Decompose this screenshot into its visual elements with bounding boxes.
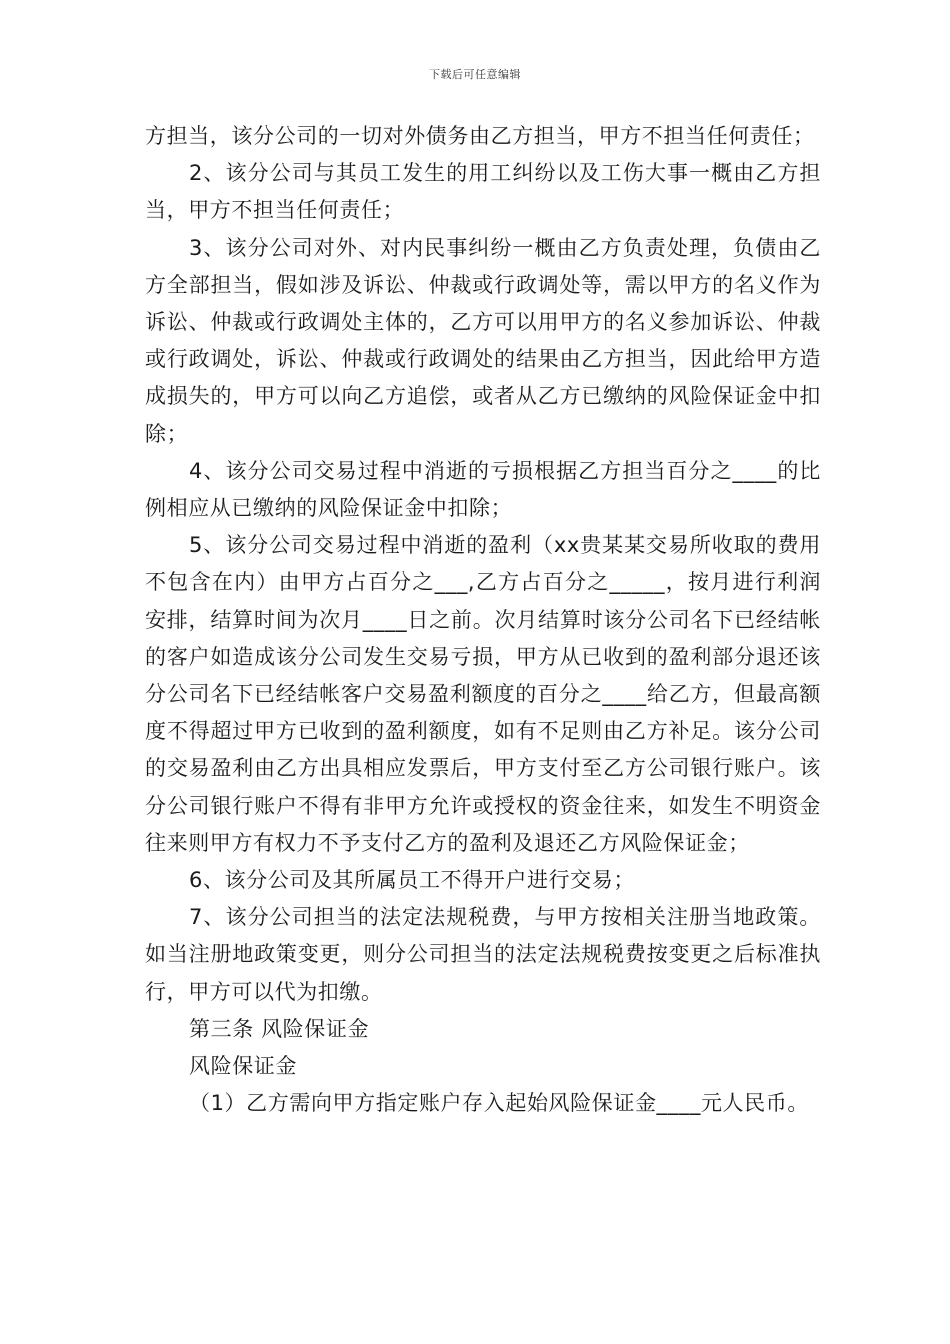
paragraph-clause-1: （1）乙方需向甲方指定账户存入起始风险保证金____元人民币。 <box>189 1091 809 1116</box>
page-header: 下载后可任意编辑 <box>429 68 521 81</box>
subsection-heading: 风险保证金 <box>189 1054 297 1079</box>
paragraph-item-6: 6、该分公司及其所属员工不得开户进行交易； <box>189 868 635 893</box>
section-heading: 第三条 风险保证金 <box>189 1016 370 1041</box>
paragraph-continuation: 方担当，该分公司的一切对外债务由乙方担当，甲方不担当任何责任； <box>145 124 815 148</box>
paragraph-item-5: 5、该分公司交易过程中消逝的盈利（xx贵某某交易所收取的费用不包含在内）由甲方占百分之___,乙方占百分之_____，按月进行利润安排，结算时间为次月____日之前。次月结算时该分公司名下已经结帐的客户如造成该分公司发生交易亏损，甲方从已收到的盈利部分退还该分公司名下已经结帐客户交易盈利额度的百分之____给乙方，但最高额度不得超过甲方已收到的盈利额度，如有不足则由乙方补足。该分公司的交易盈利由乙方出具相应发票后，甲方支付至乙方公司银行账户。该分公司银行账户不得有非甲方允许或授权的资金往来，如发生不明资金往来则甲方有权力不予支付乙方的盈利及退还乙方风险保证金； <box>145 533 821 855</box>
paragraph-item-3: 3、该分公司对外、对内民事纠纷一概由乙方负责处理，负债由乙方全部担当，假如涉及诉讼、仲裁或行政调处等，需以甲方的名义作为诉讼、仲裁或行政调处主体的，乙方可以用甲方的名义参加诉讼、仲裁或行政调处，诉讼、仲裁或行政调处的结果由乙方担当，因此给甲方造成损失的，甲方可以向乙方追偿，或者从乙方已缴纳的风险保证金中扣除； <box>145 235 821 446</box>
paragraph-item-4: 4、该分公司交易过程中消逝的亏损根据乙方担当百分之____的比例相应从已缴纳的风险保证金中扣除； <box>145 458 821 521</box>
paragraph-item-2: 2、该分公司与其员工发生的用工纠纷以及工伤大事一概由乙方担当，甲方不担当任何责任； <box>145 161 821 223</box>
document-body <box>145 118 821 1122</box>
paragraph-item-7: 7、该分公司担当的法定法规税费，与甲方按相关注册当地政策。如当注册地政策变更，则分公司担当的法定法规税费按变更之后标准执行，甲方可以代为扣缴。 <box>145 905 821 1004</box>
